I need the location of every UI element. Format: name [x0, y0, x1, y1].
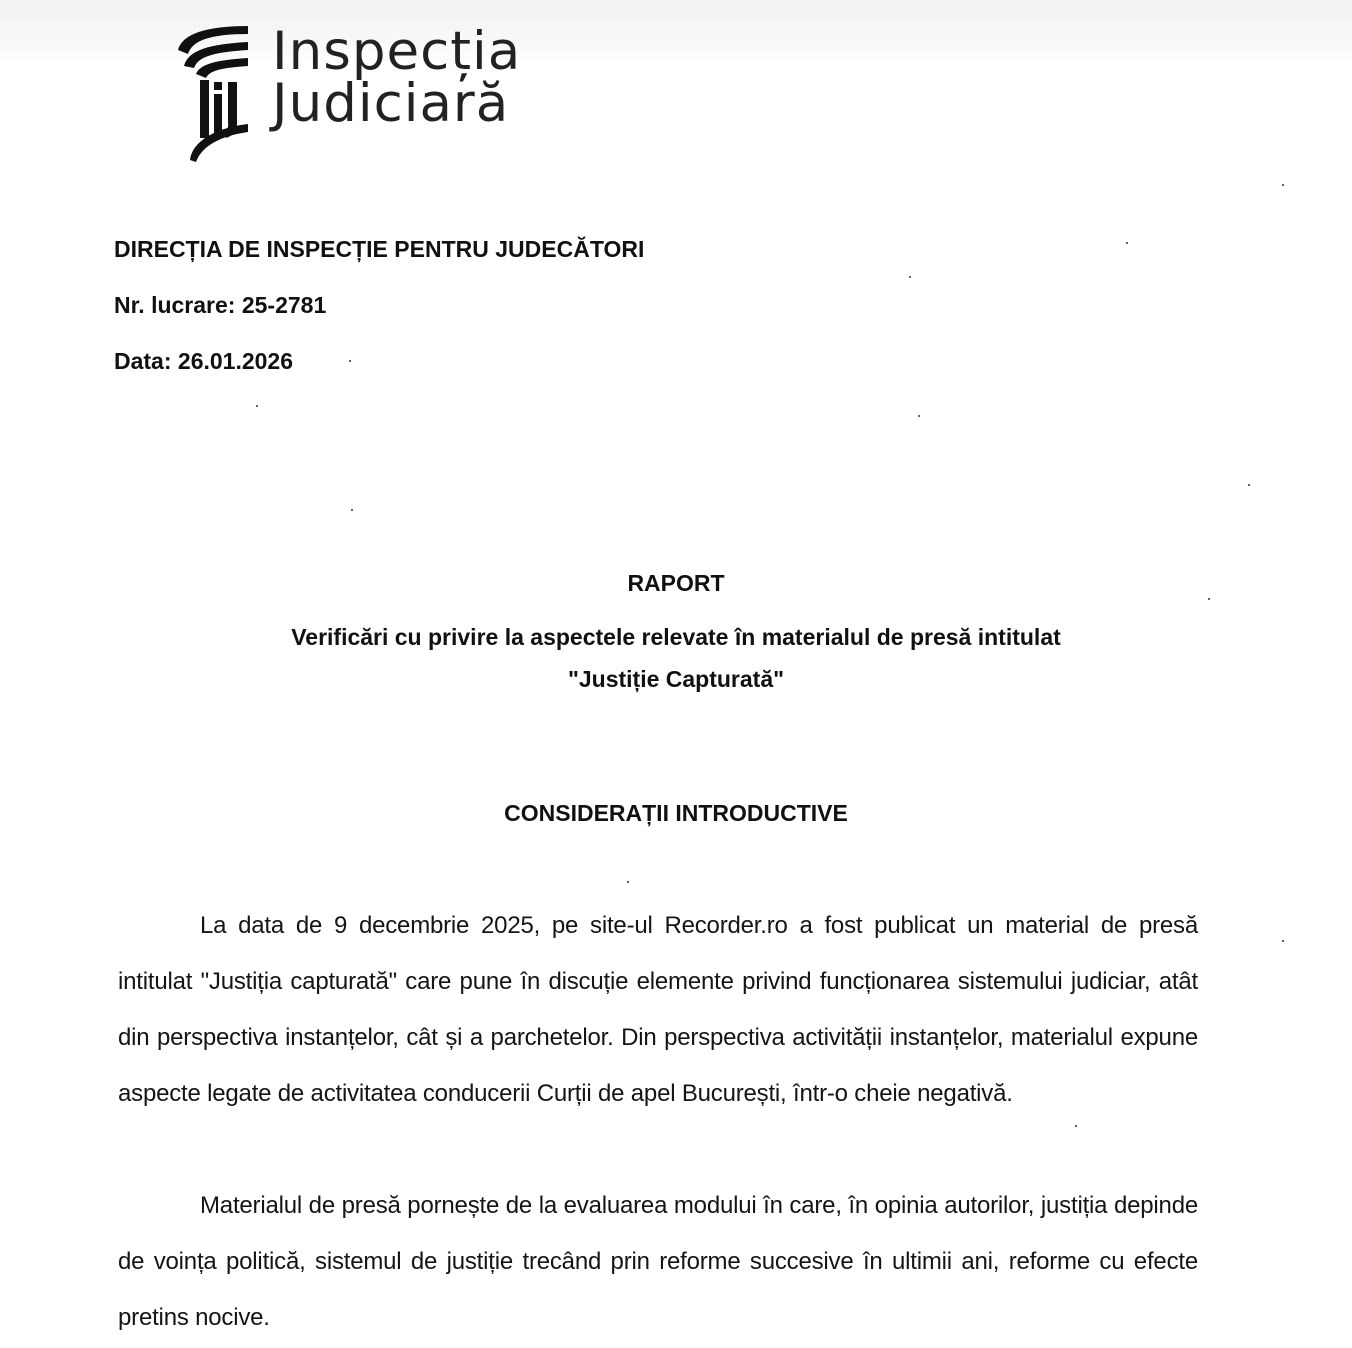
- paragraph-2-text: Materialul de presă pornește de la evaluarea modului în care, în opinia autorilor, justiția depinde de voința politică, sistemul de justiție trecând prin reforme succesive în ultimii ani, reforme cu efecte pretins nocive.: [118, 1192, 1198, 1331]
- institution-logo: [176, 20, 576, 165]
- scan-speck: [1248, 484, 1250, 486]
- scan-speck: [349, 360, 351, 362]
- directorate-name: DIRECȚIA DE INSPECȚIE PENTRU JUDECĂTORI: [114, 236, 645, 262]
- report-subtitle-line-1: Verificări cu privire la aspectele relevate în materialul de presă intitulat: [291, 624, 1061, 650]
- document-date: Data: 26.01.2026: [114, 348, 294, 374]
- scan-speck: [1208, 598, 1210, 600]
- logo-line-1: Inspecția: [272, 21, 522, 82]
- report-subtitle-line-2: "Justiție Capturată": [567, 666, 785, 692]
- scan-speck: [351, 509, 353, 511]
- file-number: Nr. lucrare: 25-2781: [114, 292, 327, 318]
- scan-speck: [1126, 242, 1128, 244]
- scan-speck: [909, 276, 911, 278]
- scan-speck: [918, 415, 920, 417]
- section-heading: CONSIDERAȚII INTRODUCTIVE: [504, 800, 848, 826]
- scan-speck: [627, 881, 629, 883]
- paragraph-2: [118, 1178, 1198, 1346]
- report-title: RAPORT: [627, 570, 725, 596]
- logo-line-2: Judiciară: [272, 73, 510, 134]
- column-ij-emblem-icon: [176, 20, 256, 162]
- scan-speck: [256, 405, 258, 407]
- scan-speck: [1282, 940, 1284, 942]
- scan-speck: [1075, 1125, 1077, 1127]
- logo-wordmark: [272, 21, 522, 134]
- paragraph-1-text: La data de 9 decembrie 2025, pe site-ul Recorder.ro a fost publicat un material de presă intitulat "Justiția capturată" care pune în discuție elemente privind funcționarea sistemului judiciar, atât din perspectiva instanțelor, cât și a parchetelor. Din perspectiva activității instanțelor, materialul expune aspecte legate de activitatea conducerii Curții de apel București, într-o cheie negativă.: [118, 912, 1198, 1107]
- scan-speck: [1282, 184, 1284, 186]
- paragraph-1: [118, 898, 1198, 1122]
